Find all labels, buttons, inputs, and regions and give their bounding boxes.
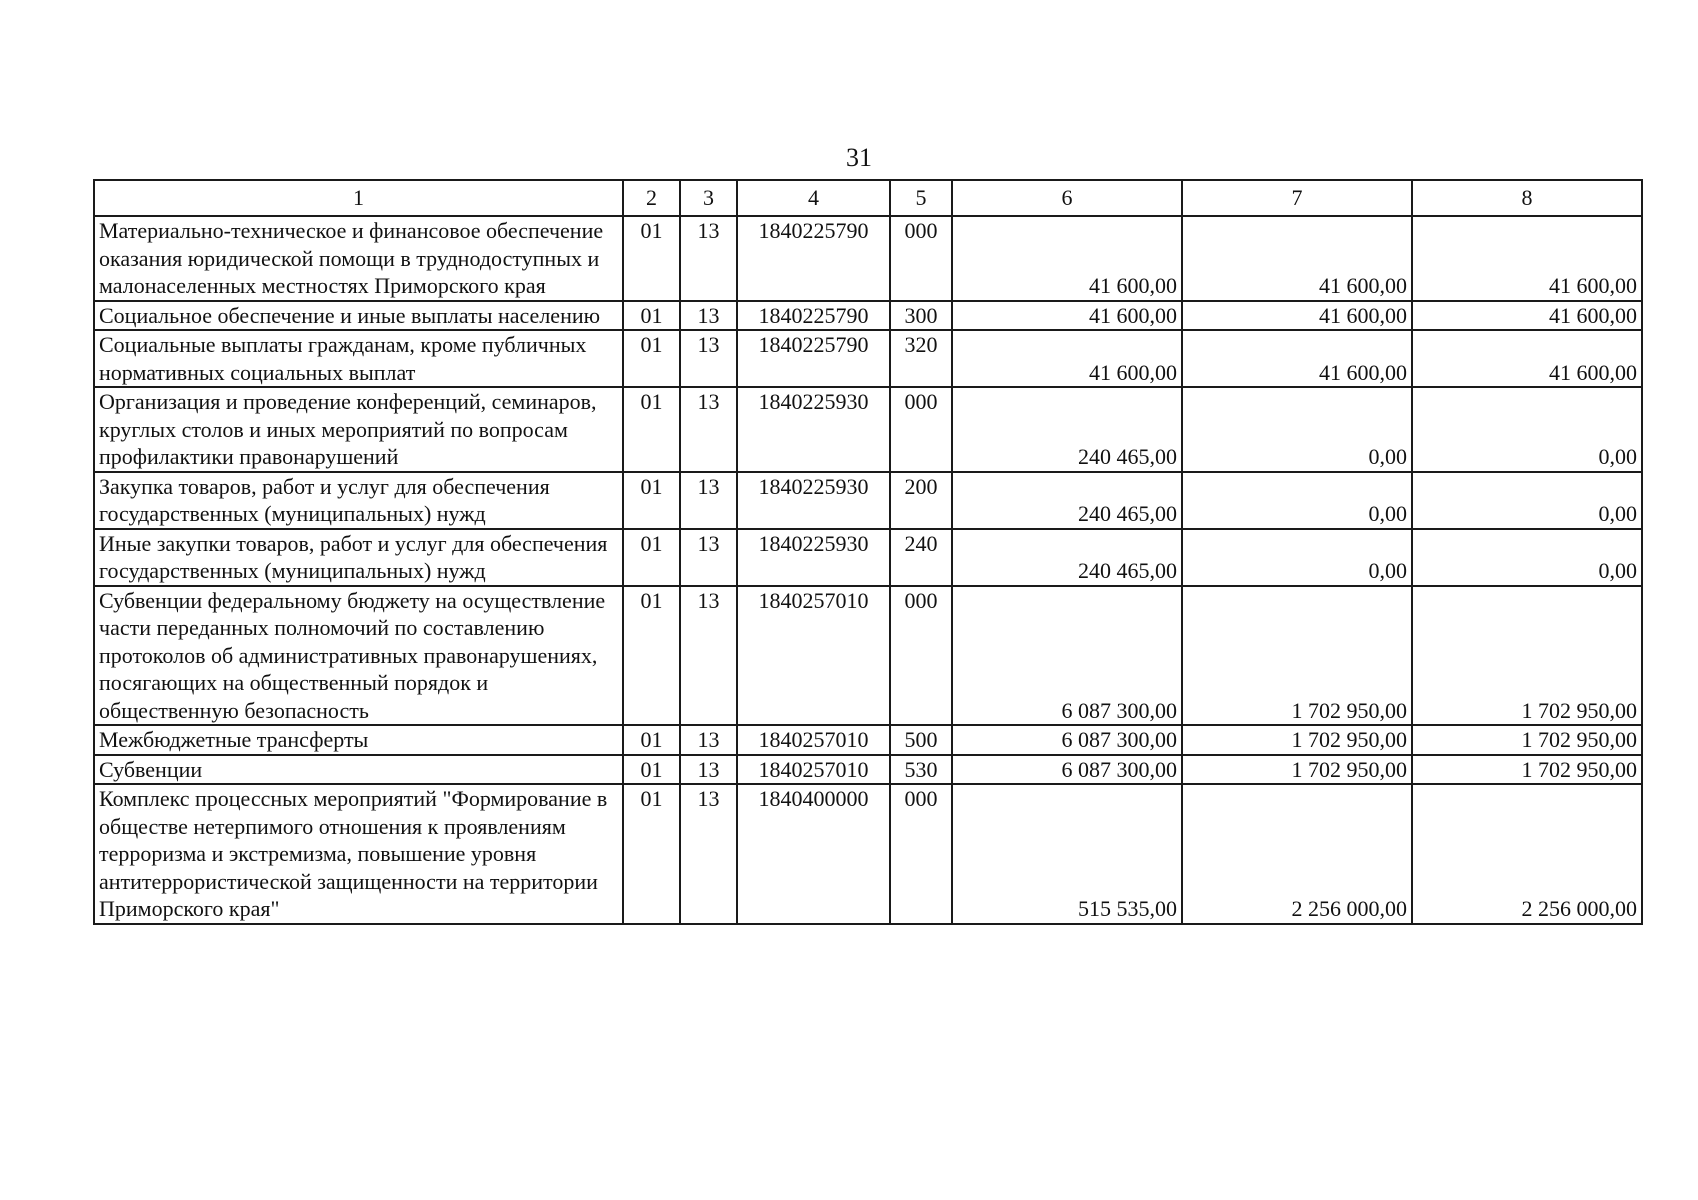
subsection-code: 13	[680, 472, 737, 529]
table-row	[94, 472, 1642, 529]
row-name: Иные закупки товаров, работ и услуг для обеспечения государственных (муниципальных) нужд	[94, 529, 623, 586]
section-code: 01	[623, 529, 680, 586]
amount-col-8: 0,00	[1412, 387, 1642, 472]
expense-type-code: 000	[890, 387, 952, 472]
row-name: Организация и проведение конференций, семинаров, круглых столов и иных мероприятий по вопросам профилактики правонарушений	[94, 387, 623, 472]
expense-type-code: 240	[890, 529, 952, 586]
subsection-code: 13	[680, 301, 737, 331]
amount-col-7: 0,00	[1182, 529, 1412, 586]
amount-col-7: 1 702 950,00	[1182, 586, 1412, 726]
subsection-code: 13	[680, 387, 737, 472]
amount-col-7: 1 702 950,00	[1182, 755, 1412, 785]
amount-col-8: 0,00	[1412, 472, 1642, 529]
section-code: 01	[623, 387, 680, 472]
subsection-code: 13	[680, 725, 737, 755]
target-article-code: 1840257010	[737, 586, 890, 726]
amount-col-7: 0,00	[1182, 387, 1412, 472]
subsection-code: 13	[680, 330, 737, 387]
budget-table	[93, 179, 1643, 925]
amount-col-6: 240 465,00	[952, 529, 1182, 586]
row-name: Материально-техническое и финансовое обеспечение оказания юридической помощи в труднодоступных и малонаселенных местностях Приморского края	[94, 216, 623, 301]
column-header-4: 4	[737, 180, 890, 216]
header-row	[94, 180, 1642, 216]
column-header-5: 5	[890, 180, 952, 216]
section-code: 01	[623, 586, 680, 726]
table-row	[94, 387, 1642, 472]
amount-col-8: 41 600,00	[1412, 330, 1642, 387]
section-code: 01	[623, 784, 680, 924]
section-code: 01	[623, 725, 680, 755]
expense-type-code: 000	[890, 784, 952, 924]
section-code: 01	[623, 301, 680, 331]
amount-col-6: 41 600,00	[952, 330, 1182, 387]
subsection-code: 13	[680, 216, 737, 301]
table-row	[94, 529, 1642, 586]
expense-type-code: 300	[890, 301, 952, 331]
amount-col-6: 6 087 300,00	[952, 725, 1182, 755]
amount-col-6: 41 600,00	[952, 301, 1182, 331]
amount-col-8: 1 702 950,00	[1412, 725, 1642, 755]
row-name: Межбюджетные трансферты	[94, 725, 623, 755]
section-code: 01	[623, 330, 680, 387]
section-code: 01	[623, 216, 680, 301]
expense-type-code: 530	[890, 755, 952, 785]
row-name: Субвенции федеральному бюджету на осуществление части переданных полномочий по составлению протоколов об административных правонарушениях, посягающих на общественный порядок и общественную безопасность	[94, 586, 623, 726]
amount-col-7: 41 600,00	[1182, 330, 1412, 387]
amount-col-7: 0,00	[1182, 472, 1412, 529]
amount-col-7: 41 600,00	[1182, 216, 1412, 301]
target-article-code: 1840225930	[737, 472, 890, 529]
table-row	[94, 301, 1642, 331]
page-number: 31	[846, 143, 872, 172]
expense-type-code: 000	[890, 586, 952, 726]
subsection-code: 13	[680, 586, 737, 726]
target-article-code: 1840225790	[737, 216, 890, 301]
subsection-code: 13	[680, 529, 737, 586]
subsection-code: 13	[680, 784, 737, 924]
expense-type-code: 200	[890, 472, 952, 529]
column-header-2: 2	[623, 180, 680, 216]
column-header-6: 6	[952, 180, 1182, 216]
amount-col-6: 515 535,00	[952, 784, 1182, 924]
table-row	[94, 330, 1642, 387]
row-name: Социальное обеспечение и иные выплаты населению	[94, 301, 623, 331]
amount-col-7: 41 600,00	[1182, 301, 1412, 331]
row-name: Социальные выплаты гражданам, кроме публичных нормативных социальных выплат	[94, 330, 623, 387]
expense-type-code: 000	[890, 216, 952, 301]
column-header-7: 7	[1182, 180, 1412, 216]
target-article-code: 1840400000	[737, 784, 890, 924]
amount-col-7: 1 702 950,00	[1182, 725, 1412, 755]
amount-col-8: 1 702 950,00	[1412, 755, 1642, 785]
target-article-code: 1840225790	[737, 330, 890, 387]
table-row	[94, 216, 1642, 301]
section-code: 01	[623, 755, 680, 785]
subsection-code: 13	[680, 755, 737, 785]
amount-col-6: 240 465,00	[952, 472, 1182, 529]
row-name: Субвенции	[94, 755, 623, 785]
expense-type-code: 500	[890, 725, 952, 755]
amount-col-8: 1 702 950,00	[1412, 586, 1642, 726]
expense-type-code: 320	[890, 330, 952, 387]
amount-col-8: 41 600,00	[1412, 301, 1642, 331]
column-header-3: 3	[680, 180, 737, 216]
target-article-code: 1840225790	[737, 301, 890, 331]
row-name: Закупка товаров, работ и услуг для обеспечения государственных (муниципальных) нужд	[94, 472, 623, 529]
column-header-1: 1	[94, 180, 623, 216]
target-article-code: 1840257010	[737, 725, 890, 755]
target-article-code: 1840225930	[737, 529, 890, 586]
table-row	[94, 784, 1642, 924]
table-row	[94, 725, 1642, 755]
amount-col-6: 240 465,00	[952, 387, 1182, 472]
amount-col-8: 2 256 000,00	[1412, 784, 1642, 924]
amount-col-6: 6 087 300,00	[952, 586, 1182, 726]
amount-col-8: 0,00	[1412, 529, 1642, 586]
amount-col-8: 41 600,00	[1412, 216, 1642, 301]
amount-col-7: 2 256 000,00	[1182, 784, 1412, 924]
row-name: Комплекс процессных мероприятий "Формирование в обществе нетерпимого отношения к проявлениям терроризма и экстремизма, повышение уровня антитеррористической защищенности на территории Приморского края"	[94, 784, 623, 924]
amount-col-6: 41 600,00	[952, 216, 1182, 301]
table-row	[94, 586, 1642, 726]
table-row	[94, 755, 1642, 785]
section-code: 01	[623, 472, 680, 529]
amount-col-6: 6 087 300,00	[952, 755, 1182, 785]
target-article-code: 1840225930	[737, 387, 890, 472]
target-article-code: 1840257010	[737, 755, 890, 785]
column-header-8: 8	[1412, 180, 1642, 216]
